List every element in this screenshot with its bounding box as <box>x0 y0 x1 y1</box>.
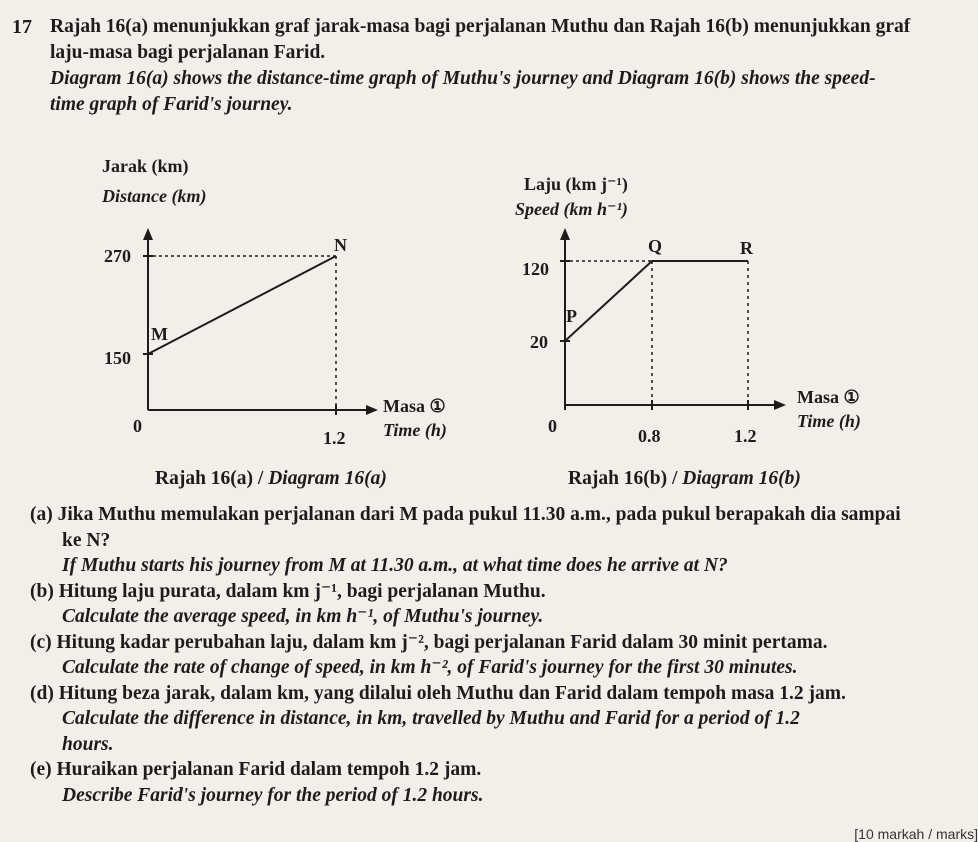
marks-label: [10 markah / marks] <box>854 826 978 842</box>
part-d-ms: (d) Hitung beza jarak, dalam km, yang dilalui oleh Muthu dan Farid dalam tempoh masa 1.2 jam. <box>30 682 846 704</box>
diagram-a-line-mn <box>148 256 336 354</box>
diagram-a-point-m: M <box>151 324 168 344</box>
part-b-ms: (b) Hitung laju purata, dalam km j⁻¹, bagi perjalanan Muthu. <box>30 580 546 602</box>
diagram-b-x-title-ms: Masa ① <box>797 387 860 407</box>
diagram-a-label-150: 150 <box>104 348 131 368</box>
diagram-b-x-title-en: Time (h) <box>797 411 861 431</box>
intro-en-line2: time graph of Farid's journey. <box>50 94 293 115</box>
diagram-b-caption <box>568 468 801 490</box>
part-c-ms: (c) Hitung kadar perubahan laju, dalam km j⁻², bagi perjalanan Farid dalam 30 minit pertama. <box>30 631 828 653</box>
diagram-b-label-08: 0.8 <box>638 426 661 446</box>
intro-ms-line1: Rajah 16(a) menunjukkan graf jarak-masa bagi perjalanan Muthu dan Rajah 16(b) menunjukkan graf <box>50 16 911 37</box>
diagram-a-caption <box>155 468 387 490</box>
diagram-b-caption-en: Diagram 16(b) <box>682 468 801 489</box>
intro-ms-line2: laju-masa bagi perjalanan Farid. <box>50 42 326 63</box>
diagram-a-caption-en: Diagram 16(a) <box>268 468 387 489</box>
diagram-a-x-title-en: Time (h) <box>383 420 447 440</box>
part-b-en: Calculate the average speed, in km h⁻¹, of Muthu's journey. <box>62 606 544 627</box>
diagram-b-y-title-ms: Laju (km j⁻¹) <box>524 174 628 194</box>
diagram-a-label-270: 270 <box>104 246 131 266</box>
intro-en-line1: Diagram 16(a) shows the distance-time graph of Muthu's journey and Diagram 16(b) shows the speed- <box>50 68 876 89</box>
part-d-en-cont: hours. <box>62 733 114 755</box>
question-parts <box>30 502 960 808</box>
diagram-b-label-120: 120 <box>522 259 549 279</box>
diagram-a-y-title-en: Distance (km) <box>102 186 207 206</box>
diagram-b-y-arrow <box>560 228 570 240</box>
part-a-ms: (a) Jika Muthu memulakan perjalanan dari M pada pukul 11.30 a.m., pada pukul berapakah dia sampai <box>30 504 901 525</box>
diagram-b-point-r: R <box>740 238 753 258</box>
diagram-b-point-p: P <box>566 306 577 326</box>
diagram-b-x-arrow <box>774 400 786 410</box>
diagram-b-label-12: 1.2 <box>734 426 757 446</box>
part-d-en: Calculate the difference in distance, in km, travelled by Muthu and Farid for a period of 1.2 <box>62 708 800 729</box>
diagram-a-x-title-ms: Masa ① <box>383 396 446 416</box>
part-e-ms: (e) Huraikan perjalanan Farid dalam tempoh 1.2 jam. <box>30 759 482 780</box>
part-a-ms-cont: ke N? <box>62 529 111 551</box>
part-a-en: If Muthu starts his journey from M at 11.30 a.m., at what time does he arrive at N? <box>62 555 728 576</box>
part-c-en: Calculate the rate of change of speed, in km h⁻², of Farid's journey for the first 30 minutes. <box>62 657 798 678</box>
part-e-en: Describe Farid's journey for the period of 1.2 hours. <box>62 784 484 806</box>
diagram-a-label-12: 1.2 <box>323 428 346 448</box>
diagram-a-origin: 0 <box>133 416 142 436</box>
diagram-b-label-20: 20 <box>530 332 548 352</box>
diagram-b-y-title-en: Speed (km h⁻¹) <box>515 199 628 219</box>
diagram-a-caption-ms: Rajah 16(a) / <box>155 468 269 489</box>
diagram-a-point-n: N <box>334 235 347 255</box>
diagram-b-origin: 0 <box>548 416 557 436</box>
diagram-a-y-title-ms: Jarak (km) <box>102 156 189 176</box>
diagram-a-y-arrow <box>143 228 153 240</box>
diagram-b-line-pqr <box>565 261 748 341</box>
question-number: 17 <box>12 16 32 38</box>
diagram-b-point-q: Q <box>648 236 663 256</box>
diagram-a-x-arrow <box>366 405 378 415</box>
diagram-b-caption-ms: Rajah 16(b) / <box>568 468 683 489</box>
